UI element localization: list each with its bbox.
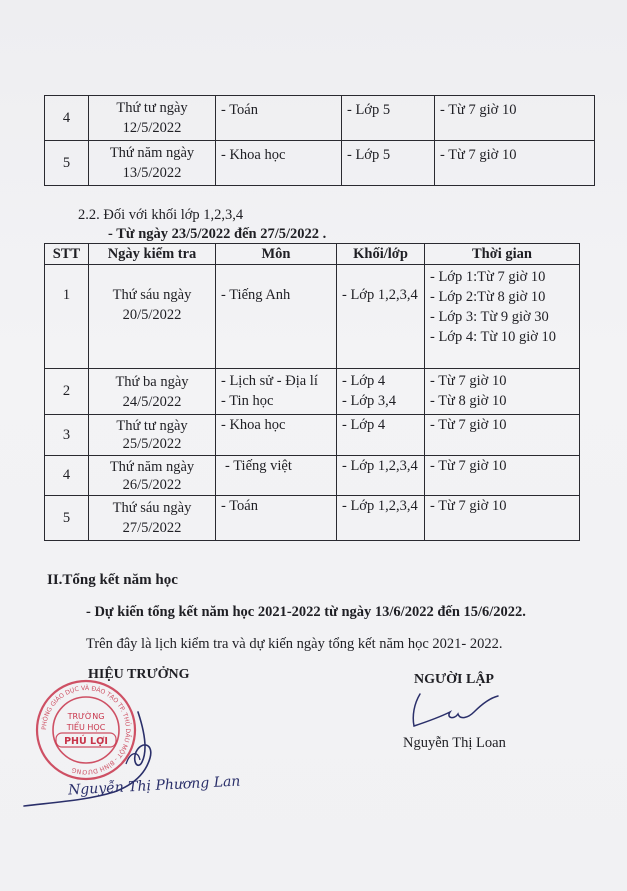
header-date: Ngày kiểm tra	[89, 244, 216, 265]
preparer-signature	[402, 690, 502, 732]
preparer-title: NGƯỜI LẬP	[414, 672, 494, 687]
date-cell: Thứ sáu ngày 27/5/2022	[89, 496, 216, 541]
preparer-name: Nguyễn Thị Loan	[403, 735, 506, 751]
grade-cell: - Lớp 1,2,3,4	[337, 456, 425, 496]
subject-cell: - Toán	[216, 96, 342, 141]
time-cell: - Từ 7 giờ 10	[435, 141, 595, 186]
subject-cell: - Khoa học	[216, 415, 337, 456]
time-cell: - Từ 7 giờ 10 - Từ 8 giờ 10	[425, 369, 580, 415]
closing-sentence: Trên đây là lịch kiểm tra và dự kiến ngày tổng kết năm học 2021- 2022.	[86, 636, 503, 652]
table-row	[45, 369, 580, 415]
principal-name: Nguyễn Thị Phương Lan	[67, 773, 241, 799]
header-subject: Môn	[216, 244, 337, 265]
date-cell: Thứ ba ngày 24/5/2022	[89, 369, 216, 415]
stt-cell: 1	[45, 265, 89, 369]
table-row	[45, 496, 580, 541]
subject-cell: - Tiếng Anh	[216, 265, 337, 369]
subject-cell: - Lịch sử - Địa lí - Tin học	[216, 369, 337, 415]
subject-cell: - Khoa học	[216, 141, 342, 186]
subject-cell: - Toán	[216, 496, 337, 541]
grade-cell: - Lớp 5	[342, 96, 435, 141]
stt-cell: 4	[45, 96, 89, 141]
header-stt: STT	[45, 244, 89, 265]
date-cell: Thứ tư ngày 25/5/2022	[89, 415, 216, 456]
subject-cell: - Tiếng việt	[216, 456, 337, 496]
header-grade: Khối/lớp	[337, 244, 425, 265]
stt-cell: 5	[45, 496, 89, 541]
section-2-2-heading: 2.2. Đối với khối lớp 1,2,3,4	[78, 207, 244, 223]
stt-cell: 5	[45, 141, 89, 186]
date-cell: Thứ năm ngày 26/5/2022	[89, 456, 216, 496]
header-time: Thời gian	[425, 244, 580, 265]
schedule-table-continued	[44, 95, 595, 186]
principal-title: HIỆU TRƯỞNG	[88, 667, 190, 682]
table-row	[45, 415, 580, 456]
time-cell: - Từ 7 giờ 10	[425, 456, 580, 496]
section-2-2-date-range: - Từ ngày 23/5/2022 đến 27/5/2022 .	[108, 226, 327, 242]
table-header-row	[45, 244, 580, 265]
grade-cell: - Lớp 1,2,3,4	[337, 496, 425, 541]
section-II-heading: II.Tổng kết năm học	[47, 572, 178, 588]
date-cell: Thứ năm ngày 13/5/2022	[89, 141, 216, 186]
seal-ring-text: PHÒNG GIÁO DỤC VÀ ĐÀO TẠO TP. THỦ DẦU MỘT - BÌNH DƯƠNG	[40, 684, 132, 776]
grade-cell: - Lớp 1,2,3,4	[337, 265, 425, 369]
schedule-table	[44, 243, 580, 541]
stt-cell: 4	[45, 456, 89, 496]
time-cell: - Từ 7 giờ 10	[435, 96, 595, 141]
stt-cell: 3	[45, 415, 89, 456]
grade-cell: - Lớp 4 - Lớp 3,4	[337, 369, 425, 415]
seal-line-3: PHÚ LỢI	[64, 736, 108, 747]
date-cell: Thứ sáu ngày 20/5/2022	[89, 265, 216, 369]
stt-cell: 2	[45, 369, 89, 415]
time-cell: - Từ 7 giờ 10	[425, 496, 580, 541]
table-row	[45, 456, 580, 496]
seal-line-2: TIỂU HỌC	[66, 723, 106, 732]
table-row	[45, 141, 595, 186]
section-II-summary-line: - Dự kiến tổng kết năm học 2021-2022 từ ngày 13/6/2022 đến 15/6/2022.	[86, 604, 526, 620]
seal-line-1: TRƯỜNG	[67, 712, 105, 721]
time-cell: - Từ 7 giờ 10	[425, 415, 580, 456]
table-row	[45, 265, 580, 369]
grade-cell: - Lớp 5	[342, 141, 435, 186]
table-row	[45, 96, 595, 141]
time-cell: - Lớp 1:Từ 7 giờ 10 - Lớp 2:Từ 8 giờ 10 - Lớp 3: Từ 9 giờ 30 - Lớp 4: Từ 10 giờ 10	[425, 265, 580, 369]
grade-cell: - Lớp 4	[337, 415, 425, 456]
date-cell: Thứ tư ngày 12/5/2022	[89, 96, 216, 141]
